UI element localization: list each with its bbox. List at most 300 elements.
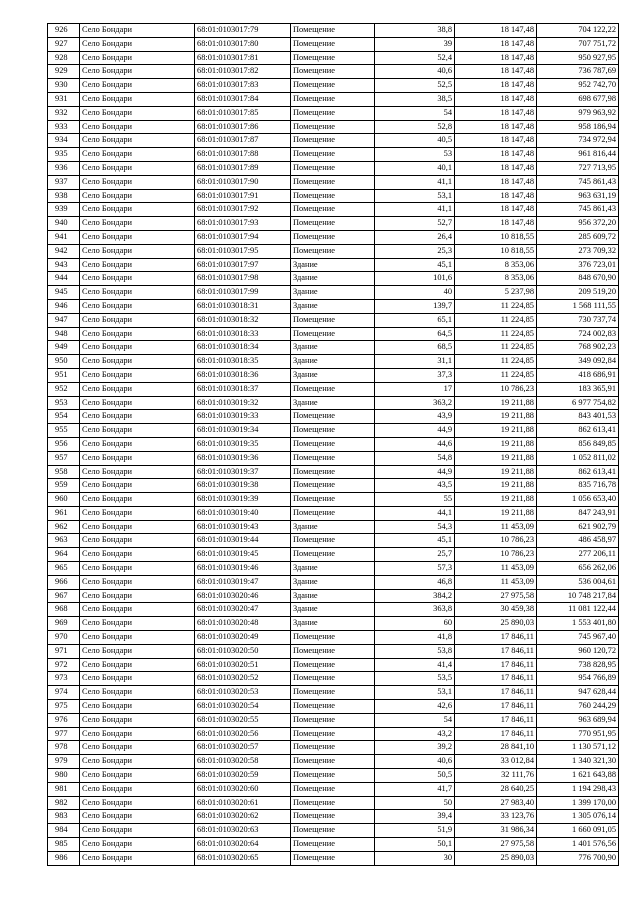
row-number: 940 xyxy=(48,217,80,231)
row-number: 966 xyxy=(48,575,80,589)
cadastral-number-cell: 68:01:0103019:36 xyxy=(195,451,291,465)
specific-value-cell: 18 147,48 xyxy=(455,79,537,93)
cadastral-value-cell: 776 700,90 xyxy=(537,851,619,865)
row-number: 970 xyxy=(48,631,80,645)
row-number: 983 xyxy=(48,810,80,824)
cadastral-number-cell: 68:01:0103020:63 xyxy=(195,824,291,838)
area-cell: 68,5 xyxy=(375,341,455,355)
area-cell: 46,8 xyxy=(375,575,455,589)
table-row xyxy=(48,575,619,589)
specific-value-cell: 19 211,88 xyxy=(455,424,537,438)
row-number: 934 xyxy=(48,134,80,148)
location-cell: Село Бондари xyxy=(80,148,195,162)
cadastral-value-cell: 1 553 401,80 xyxy=(537,617,619,631)
table-row xyxy=(48,548,619,562)
table-row xyxy=(48,562,619,576)
area-cell: 53,5 xyxy=(375,672,455,686)
location-cell: Село Бондари xyxy=(80,217,195,231)
cadastral-number-cell: 68:01:0103018:35 xyxy=(195,355,291,369)
area-cell: 54 xyxy=(375,106,455,120)
specific-value-cell: 18 147,48 xyxy=(455,134,537,148)
specific-value-cell: 18 147,48 xyxy=(455,65,537,79)
row-number: 945 xyxy=(48,286,80,300)
cadastral-value-cell: 1 401 576,56 xyxy=(537,838,619,852)
cadastral-value-cell: 843 401,53 xyxy=(537,410,619,424)
table-row xyxy=(48,451,619,465)
object-type-cell: Помещение xyxy=(291,410,375,424)
table-row xyxy=(48,120,619,134)
area-cell: 50,5 xyxy=(375,769,455,783)
location-cell: Село Бондари xyxy=(80,810,195,824)
cadastral-value-cell: 736 787,69 xyxy=(537,65,619,79)
area-cell: 40,5 xyxy=(375,134,455,148)
location-cell: Село Бондари xyxy=(80,631,195,645)
area-cell: 52,4 xyxy=(375,51,455,65)
location-cell: Село Бондари xyxy=(80,520,195,534)
table-row xyxy=(48,327,619,341)
cadastral-value-cell: 745 967,40 xyxy=(537,631,619,645)
object-type-cell: Помещение xyxy=(291,244,375,258)
area-cell: 54,3 xyxy=(375,520,455,534)
specific-value-cell: 18 147,48 xyxy=(455,120,537,134)
area-cell: 25,3 xyxy=(375,244,455,258)
object-type-cell: Помещение xyxy=(291,24,375,38)
table-row xyxy=(48,713,619,727)
cadastral-number-cell: 68:01:0103018:32 xyxy=(195,313,291,327)
row-number: 928 xyxy=(48,51,80,65)
cadastral-value-cell: 209 519,20 xyxy=(537,286,619,300)
table-row xyxy=(48,230,619,244)
area-cell: 25,7 xyxy=(375,548,455,562)
row-number: 964 xyxy=(48,548,80,562)
table-row xyxy=(48,672,619,686)
cadastral-value-cell: 1 621 643,88 xyxy=(537,769,619,783)
specific-value-cell: 11 453,09 xyxy=(455,520,537,534)
object-type-cell: Помещение xyxy=(291,106,375,120)
specific-value-cell: 5 237,98 xyxy=(455,286,537,300)
area-cell: 45,1 xyxy=(375,258,455,272)
cadastral-value-cell: 724 002,83 xyxy=(537,327,619,341)
area-cell: 40,1 xyxy=(375,161,455,175)
cadastral-value-cell: 707 751,72 xyxy=(537,37,619,51)
location-cell: Село Бондари xyxy=(80,51,195,65)
specific-value-cell: 11 224,85 xyxy=(455,313,537,327)
row-number: 965 xyxy=(48,562,80,576)
specific-value-cell: 11 453,09 xyxy=(455,562,537,576)
cadastral-number-cell: 68:01:0103017:95 xyxy=(195,244,291,258)
cadastral-value-cell: 862 613,41 xyxy=(537,424,619,438)
object-type-cell: Помещение xyxy=(291,851,375,865)
cadastral-number-cell: 68:01:0103018:33 xyxy=(195,327,291,341)
row-number: 976 xyxy=(48,713,80,727)
row-number: 969 xyxy=(48,617,80,631)
specific-value-cell: 18 147,48 xyxy=(455,148,537,162)
specific-value-cell: 11 224,85 xyxy=(455,299,537,313)
object-type-cell: Здание xyxy=(291,603,375,617)
cadastral-number-cell: 68:01:0103019:43 xyxy=(195,520,291,534)
table-row xyxy=(48,796,619,810)
row-number: 968 xyxy=(48,603,80,617)
cadastral-number-cell: 68:01:0103017:81 xyxy=(195,51,291,65)
area-cell: 40,6 xyxy=(375,65,455,79)
specific-value-cell: 11 224,85 xyxy=(455,368,537,382)
cadastral-value-cell: 10 748 217,84 xyxy=(537,589,619,603)
specific-value-cell: 19 211,88 xyxy=(455,493,537,507)
table-row xyxy=(48,838,619,852)
object-type-cell: Помещение xyxy=(291,658,375,672)
row-number: 947 xyxy=(48,313,80,327)
object-type-cell: Помещение xyxy=(291,506,375,520)
object-type-cell: Помещение xyxy=(291,810,375,824)
cadastral-number-cell: 68:01:0103020:54 xyxy=(195,700,291,714)
object-type-cell: Здание xyxy=(291,617,375,631)
object-type-cell: Помещение xyxy=(291,493,375,507)
area-cell: 60 xyxy=(375,617,455,631)
cadastral-value-cell: 947 628,44 xyxy=(537,686,619,700)
object-type-cell: Помещение xyxy=(291,51,375,65)
row-number: 929 xyxy=(48,65,80,79)
location-cell: Село Бондари xyxy=(80,272,195,286)
cadastral-number-cell: 68:01:0103017:93 xyxy=(195,217,291,231)
specific-value-cell: 11 224,85 xyxy=(455,341,537,355)
cadastral-number-cell: 68:01:0103017:84 xyxy=(195,92,291,106)
location-cell: Село Бондари xyxy=(80,161,195,175)
location-cell: Село Бондари xyxy=(80,299,195,313)
cadastral-number-cell: 68:01:0103019:35 xyxy=(195,437,291,451)
specific-value-cell: 18 147,48 xyxy=(455,24,537,38)
cadastral-number-cell: 68:01:0103019:38 xyxy=(195,479,291,493)
cadastral-value-cell: 486 458,97 xyxy=(537,534,619,548)
cadastral-number-cell: 68:01:0103020:62 xyxy=(195,810,291,824)
row-number: 959 xyxy=(48,479,80,493)
specific-value-cell: 18 147,48 xyxy=(455,92,537,106)
location-cell: Село Бондари xyxy=(80,203,195,217)
object-type-cell: Помещение xyxy=(291,65,375,79)
location-cell: Село Бондари xyxy=(80,313,195,327)
cadastral-number-cell: 68:01:0103017:88 xyxy=(195,148,291,162)
area-cell: 64,5 xyxy=(375,327,455,341)
row-number: 933 xyxy=(48,120,80,134)
object-type-cell: Помещение xyxy=(291,37,375,51)
specific-value-cell: 11 224,85 xyxy=(455,355,537,369)
table-row xyxy=(48,203,619,217)
location-cell: Село Бондари xyxy=(80,851,195,865)
cadastral-value-cell: 704 122,22 xyxy=(537,24,619,38)
table-row xyxy=(48,631,619,645)
row-number: 941 xyxy=(48,230,80,244)
row-number: 935 xyxy=(48,148,80,162)
cadastral-number-cell: 68:01:0103020:65 xyxy=(195,851,291,865)
area-cell: 38,5 xyxy=(375,92,455,106)
specific-value-cell: 17 846,11 xyxy=(455,631,537,645)
area-cell: 31,1 xyxy=(375,355,455,369)
specific-value-cell: 17 846,11 xyxy=(455,644,537,658)
row-number: 944 xyxy=(48,272,80,286)
location-cell: Село Бондари xyxy=(80,713,195,727)
specific-value-cell: 25 890,03 xyxy=(455,851,537,865)
cadastral-value-cell: 963 631,19 xyxy=(537,189,619,203)
cadastral-value-cell: 745 861,43 xyxy=(537,175,619,189)
area-cell: 384,2 xyxy=(375,589,455,603)
location-cell: Село Бондари xyxy=(80,534,195,548)
table-row xyxy=(48,272,619,286)
location-cell: Село Бондари xyxy=(80,741,195,755)
location-cell: Село Бондари xyxy=(80,258,195,272)
specific-value-cell: 19 211,88 xyxy=(455,479,537,493)
cadastral-value-cell: 961 816,44 xyxy=(537,148,619,162)
object-type-cell: Здание xyxy=(291,575,375,589)
table-row xyxy=(48,313,619,327)
row-number: 978 xyxy=(48,741,80,755)
table-row xyxy=(48,368,619,382)
cadastral-value-cell: 1 130 571,12 xyxy=(537,741,619,755)
object-type-cell: Помещение xyxy=(291,161,375,175)
area-cell: 40 xyxy=(375,286,455,300)
cadastral-number-cell: 68:01:0103017:89 xyxy=(195,161,291,175)
location-cell: Село Бондари xyxy=(80,368,195,382)
cadastral-value-cell: 656 262,06 xyxy=(537,562,619,576)
object-type-cell: Помещение xyxy=(291,824,375,838)
object-type-cell: Помещение xyxy=(291,120,375,134)
area-cell: 39,2 xyxy=(375,741,455,755)
cadastral-number-cell: 68:01:0103020:57 xyxy=(195,741,291,755)
row-number: 946 xyxy=(48,299,80,313)
object-type-cell: Здание xyxy=(291,368,375,382)
table-row xyxy=(48,755,619,769)
specific-value-cell: 33 012,84 xyxy=(455,755,537,769)
specific-value-cell: 8 353,06 xyxy=(455,272,537,286)
cadastral-number-cell: 68:01:0103017:83 xyxy=(195,79,291,93)
cadastral-number-cell: 68:01:0103017:94 xyxy=(195,230,291,244)
cadastral-value-cell: 6 977 754,82 xyxy=(537,396,619,410)
object-type-cell: Помещение xyxy=(291,796,375,810)
object-type-cell: Здание xyxy=(291,355,375,369)
row-number: 951 xyxy=(48,368,80,382)
location-cell: Село Бондари xyxy=(80,575,195,589)
cadastral-number-cell: 68:01:0103018:37 xyxy=(195,382,291,396)
cadastral-value-cell: 698 677,98 xyxy=(537,92,619,106)
cadastral-number-cell: 68:01:0103020:56 xyxy=(195,727,291,741)
specific-value-cell: 11 224,85 xyxy=(455,327,537,341)
cadastral-number-cell: 68:01:0103019:33 xyxy=(195,410,291,424)
object-type-cell: Помещение xyxy=(291,534,375,548)
cadastral-value-cell: 847 243,91 xyxy=(537,506,619,520)
specific-value-cell: 28 640,25 xyxy=(455,782,537,796)
area-cell: 44,9 xyxy=(375,465,455,479)
object-type-cell: Помещение xyxy=(291,313,375,327)
row-number: 977 xyxy=(48,727,80,741)
location-cell: Село Бондари xyxy=(80,355,195,369)
object-type-cell: Помещение xyxy=(291,148,375,162)
table-row xyxy=(48,686,619,700)
row-number: 930 xyxy=(48,79,80,93)
location-cell: Село Бондари xyxy=(80,672,195,686)
area-cell: 53,8 xyxy=(375,644,455,658)
cadastral-number-cell: 68:01:0103017:86 xyxy=(195,120,291,134)
row-number: 981 xyxy=(48,782,80,796)
area-cell: 39,4 xyxy=(375,810,455,824)
table-row xyxy=(48,493,619,507)
table-row xyxy=(48,244,619,258)
specific-value-cell: 18 147,48 xyxy=(455,51,537,65)
area-cell: 30 xyxy=(375,851,455,865)
location-cell: Село Бондари xyxy=(80,120,195,134)
cadastral-number-cell: 68:01:0103017:82 xyxy=(195,65,291,79)
cadastral-value-cell: 734 972,94 xyxy=(537,134,619,148)
specific-value-cell: 18 147,48 xyxy=(455,161,537,175)
cadastral-number-cell: 68:01:0103020:53 xyxy=(195,686,291,700)
table-row xyxy=(48,161,619,175)
area-cell: 41,7 xyxy=(375,782,455,796)
cadastral-number-cell: 68:01:0103019:46 xyxy=(195,562,291,576)
table-row xyxy=(48,410,619,424)
row-number: 979 xyxy=(48,755,80,769)
row-number: 985 xyxy=(48,838,80,852)
location-cell: Село Бондари xyxy=(80,37,195,51)
object-type-cell: Помещение xyxy=(291,465,375,479)
specific-value-cell: 18 147,48 xyxy=(455,189,537,203)
table-row xyxy=(48,175,619,189)
row-number: 967 xyxy=(48,589,80,603)
table-row xyxy=(48,65,619,79)
specific-value-cell: 19 211,88 xyxy=(455,465,537,479)
cadastral-number-cell: 68:01:0103020:47 xyxy=(195,603,291,617)
location-cell: Село Бондари xyxy=(80,175,195,189)
location-cell: Село Бондари xyxy=(80,603,195,617)
row-number: 937 xyxy=(48,175,80,189)
location-cell: Село Бондари xyxy=(80,327,195,341)
cadastral-number-cell: 68:01:0103020:52 xyxy=(195,672,291,686)
specific-value-cell: 19 211,88 xyxy=(455,437,537,451)
cadastral-value-cell: 848 670,90 xyxy=(537,272,619,286)
cadastral-value-cell: 536 004,61 xyxy=(537,575,619,589)
cadastral-number-cell: 68:01:0103017:98 xyxy=(195,272,291,286)
specific-value-cell: 10 818,55 xyxy=(455,244,537,258)
location-cell: Село Бондари xyxy=(80,244,195,258)
cadastral-value-cell: 958 186,94 xyxy=(537,120,619,134)
specific-value-cell: 27 975,58 xyxy=(455,589,537,603)
table-row xyxy=(48,658,619,672)
object-type-cell: Помещение xyxy=(291,782,375,796)
specific-value-cell: 17 846,11 xyxy=(455,727,537,741)
row-number: 931 xyxy=(48,92,80,106)
object-type-cell: Помещение xyxy=(291,741,375,755)
cadastral-value-cell: 285 609,72 xyxy=(537,230,619,244)
object-type-cell: Помещение xyxy=(291,548,375,562)
area-cell: 101,6 xyxy=(375,272,455,286)
table-row xyxy=(48,355,619,369)
location-cell: Село Бондари xyxy=(80,493,195,507)
object-type-cell: Здание xyxy=(291,341,375,355)
cadastral-value-cell: 952 742,70 xyxy=(537,79,619,93)
cadastral-number-cell: 68:01:0103020:55 xyxy=(195,713,291,727)
object-type-cell: Здание xyxy=(291,562,375,576)
cadastral-number-cell: 68:01:0103018:34 xyxy=(195,341,291,355)
row-number: 952 xyxy=(48,382,80,396)
object-type-cell: Помещение xyxy=(291,713,375,727)
cadastral-number-cell: 68:01:0103017:90 xyxy=(195,175,291,189)
area-cell: 52,8 xyxy=(375,120,455,134)
cadastral-value-cell: 621 902,79 xyxy=(537,520,619,534)
location-cell: Село Бондари xyxy=(80,92,195,106)
cadastral-value-cell: 1 052 811,02 xyxy=(537,451,619,465)
object-type-cell: Помещение xyxy=(291,769,375,783)
row-number: 938 xyxy=(48,189,80,203)
area-cell: 65,1 xyxy=(375,313,455,327)
cadastral-number-cell: 68:01:0103019:45 xyxy=(195,548,291,562)
object-type-cell: Помещение xyxy=(291,644,375,658)
cadastral-value-cell: 1 568 111,55 xyxy=(537,299,619,313)
area-cell: 50 xyxy=(375,796,455,810)
table-row xyxy=(48,396,619,410)
cadastral-value-cell: 376 723,01 xyxy=(537,258,619,272)
cadastral-number-cell: 68:01:0103017:87 xyxy=(195,134,291,148)
area-cell: 45,1 xyxy=(375,534,455,548)
specific-value-cell: 18 147,48 xyxy=(455,217,537,231)
row-number: 936 xyxy=(48,161,80,175)
area-cell: 53,1 xyxy=(375,189,455,203)
object-type-cell: Помещение xyxy=(291,700,375,714)
row-number: 971 xyxy=(48,644,80,658)
row-number: 962 xyxy=(48,520,80,534)
area-cell: 44,9 xyxy=(375,424,455,438)
specific-value-cell: 32 111,76 xyxy=(455,769,537,783)
cadastral-value-cell: 956 372,20 xyxy=(537,217,619,231)
cadastral-number-cell: 68:01:0103019:32 xyxy=(195,396,291,410)
table-row xyxy=(48,24,619,38)
location-cell: Село Бондари xyxy=(80,341,195,355)
cadastral-value-cell: 862 613,41 xyxy=(537,465,619,479)
row-number: 957 xyxy=(48,451,80,465)
object-type-cell: Здание xyxy=(291,299,375,313)
cadastral-value-cell: 835 716,78 xyxy=(537,479,619,493)
location-cell: Село Бондари xyxy=(80,479,195,493)
table-row xyxy=(48,782,619,796)
cadastral-value-cell: 418 686,91 xyxy=(537,368,619,382)
specific-value-cell: 33 123,76 xyxy=(455,810,537,824)
table-row xyxy=(48,810,619,824)
area-cell: 44,6 xyxy=(375,437,455,451)
location-cell: Село Бондари xyxy=(80,134,195,148)
row-number: 942 xyxy=(48,244,80,258)
object-type-cell: Здание xyxy=(291,286,375,300)
cadastral-number-cell: 68:01:0103019:47 xyxy=(195,575,291,589)
object-type-cell: Помещение xyxy=(291,134,375,148)
row-number: 980 xyxy=(48,769,80,783)
cadastral-number-cell: 68:01:0103020:61 xyxy=(195,796,291,810)
location-cell: Село Бондари xyxy=(80,755,195,769)
location-cell: Село Бондари xyxy=(80,838,195,852)
row-number: 961 xyxy=(48,506,80,520)
location-cell: Село Бондари xyxy=(80,396,195,410)
row-number: 974 xyxy=(48,686,80,700)
row-number: 956 xyxy=(48,437,80,451)
table-row xyxy=(48,479,619,493)
cadastral-number-cell: 68:01:0103020:60 xyxy=(195,782,291,796)
object-type-cell: Помещение xyxy=(291,686,375,700)
object-type-cell: Помещение xyxy=(291,479,375,493)
area-cell: 44,1 xyxy=(375,506,455,520)
object-type-cell: Здание xyxy=(291,258,375,272)
specific-value-cell: 30 459,38 xyxy=(455,603,537,617)
location-cell: Село Бондари xyxy=(80,796,195,810)
cadastral-value-cell: 960 120,72 xyxy=(537,644,619,658)
object-type-cell: Помещение xyxy=(291,230,375,244)
row-number: 949 xyxy=(48,341,80,355)
area-cell: 42,6 xyxy=(375,700,455,714)
area-cell: 43,2 xyxy=(375,727,455,741)
specific-value-cell: 27 975,58 xyxy=(455,838,537,852)
